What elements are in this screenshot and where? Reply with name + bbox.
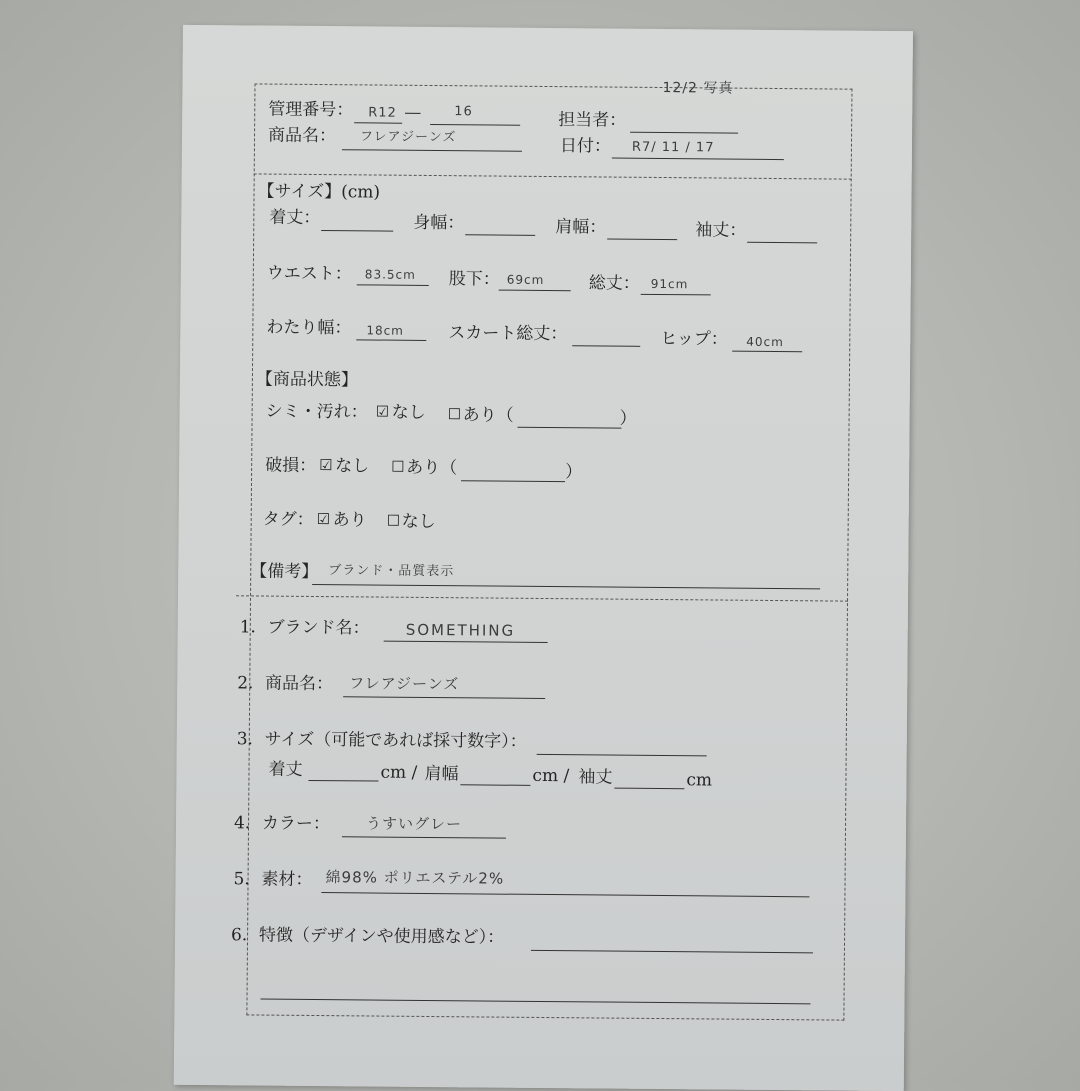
size-heading: 【サイズ】(cm) [257, 181, 381, 203]
size-width-label: 身幅： [413, 212, 465, 234]
tag-option-no: なし [401, 511, 436, 533]
material-label: 5．素材： [233, 869, 313, 890]
thigh-label: わたり幅： [266, 317, 352, 339]
damage-option-none: なし [335, 456, 370, 477]
stain-close: ） [619, 408, 637, 429]
sleeve-label: 袖丈 [578, 767, 613, 788]
total-length-value: 91cm [650, 276, 689, 292]
damage-checkbox-yes[interactable]: ☐ [391, 457, 405, 476]
shoulder-label: 肩幅 [424, 763, 459, 785]
skirt-length-label: スカート総丈： [448, 323, 568, 345]
tag-option-yes: あり [332, 510, 367, 531]
size-length-label: 着丈： [269, 207, 321, 229]
waist-value: 83.5cm [364, 267, 416, 282]
condition-heading: 【商品状態】 [255, 369, 359, 391]
color-value: うすいグレー [365, 814, 463, 834]
size-sleeve-label: 袖丈： [695, 220, 747, 241]
brand-label: 1．ブランド名： [239, 617, 370, 639]
brand-value: SOMETHING [405, 620, 516, 640]
corner-note: 12/2 写真 [662, 80, 734, 97]
inseam-value: 69cm [506, 272, 545, 287]
material-value: 綿98% ポリエステル2% [325, 868, 505, 888]
length-unit: cm / [380, 762, 418, 783]
hip-label: ヒップ： [660, 328, 728, 350]
inseam-label: 股下： [448, 269, 500, 290]
control-number-value: 16 [454, 104, 473, 120]
waist-label: ウエスト： [266, 263, 352, 285]
control-number-prefix: R12 [368, 105, 397, 121]
size-detail-label: 3．サイズ（可能であれば採寸数字）： [236, 729, 527, 752]
remarks-value: ブランド・品質表示 [328, 563, 455, 580]
damage-label: 破損： [265, 455, 317, 476]
thigh-value: 18cm [366, 323, 404, 338]
tag-label: タグ： [262, 509, 314, 530]
control-number-label: 管理番号： [268, 99, 354, 121]
remarks-label: 【備考】 [250, 561, 319, 583]
product-label: 2．商品名： [237, 673, 334, 695]
total-length-label: 総丈： [588, 273, 640, 294]
features-label: 6．特徴（デザインや使用感など）： [230, 925, 505, 948]
shoulder-unit: cm / [532, 765, 570, 787]
damage-close: ） [565, 462, 583, 483]
hip-value: 40cm [746, 334, 784, 350]
product-name-value: フレアジーンズ [359, 129, 457, 146]
tag-checkbox-no[interactable]: ☐ [386, 511, 401, 530]
damage-option-yes: あり（ [406, 457, 458, 479]
length-label: 着丈 [268, 759, 303, 780]
stain-option-none: なし [391, 402, 426, 423]
date-label: 日付： [559, 136, 612, 157]
stain-label: シミ・汚れ： [265, 401, 368, 423]
person-label: 担当者： [558, 110, 627, 131]
color-label: 4．カラー： [233, 813, 330, 835]
stain-option-yes: あり（ [462, 405, 514, 426]
size-shoulder-label: 肩幅： [555, 217, 607, 238]
tag-checkbox-yes[interactable]: ☑ [316, 510, 331, 529]
product-value: フレアジーンズ [349, 674, 460, 694]
control-number-dash: — [404, 102, 422, 123]
stain-checkbox-none[interactable]: ☑ [375, 402, 390, 421]
date-value: R7/ 11 / 17 [631, 139, 715, 156]
damage-checkbox-none[interactable]: ☑ [319, 456, 333, 475]
stain-checkbox-yes[interactable]: ☐ [447, 405, 462, 424]
product-name-label: 商品名： [267, 125, 337, 147]
form-sheet [174, 25, 913, 1091]
sleeve-unit: cm [686, 770, 713, 791]
